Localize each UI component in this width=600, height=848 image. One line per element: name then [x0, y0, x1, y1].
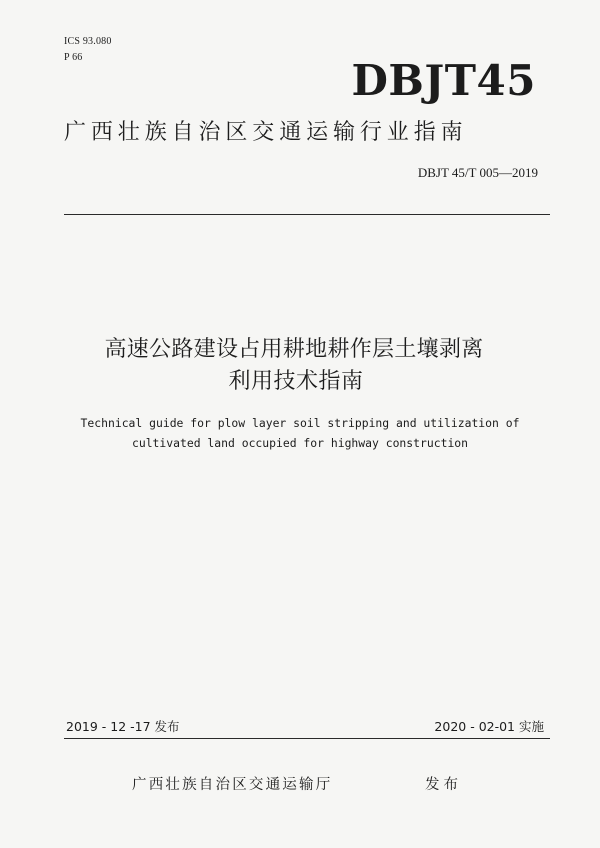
- english-title-line-2: cultivated land occupied for highway construction: [131, 436, 469, 450]
- english-title-line-1: Technical guide for plow layer soil stripping and utilization of: [80, 416, 520, 430]
- implementation-date: 2020 - 02-01 实施: [434, 719, 544, 734]
- header-divider: [64, 214, 550, 215]
- authority-title: 广西壮族自治区交通运输行业指南: [64, 120, 468, 145]
- standard-number: DBJT 45/T 005—2019: [417, 165, 538, 180]
- issue-date: 2019 - 12 -17 发布: [66, 719, 180, 734]
- footer-divider: [64, 738, 550, 739]
- ics-code: ICS 93.080: [64, 36, 112, 47]
- publish-label: 发布: [425, 777, 462, 793]
- publisher-name: 广西壮族自治区交通运输厅: [132, 777, 333, 793]
- standard-logo: DBJT45: [351, 56, 536, 105]
- chinese-title-line-1: 高速公路建设占用耕地耕作层土壤剥离: [104, 337, 484, 362]
- chinese-title-line-2: 利用技术指南: [228, 369, 364, 394]
- ccs-code: P 66: [64, 52, 83, 63]
